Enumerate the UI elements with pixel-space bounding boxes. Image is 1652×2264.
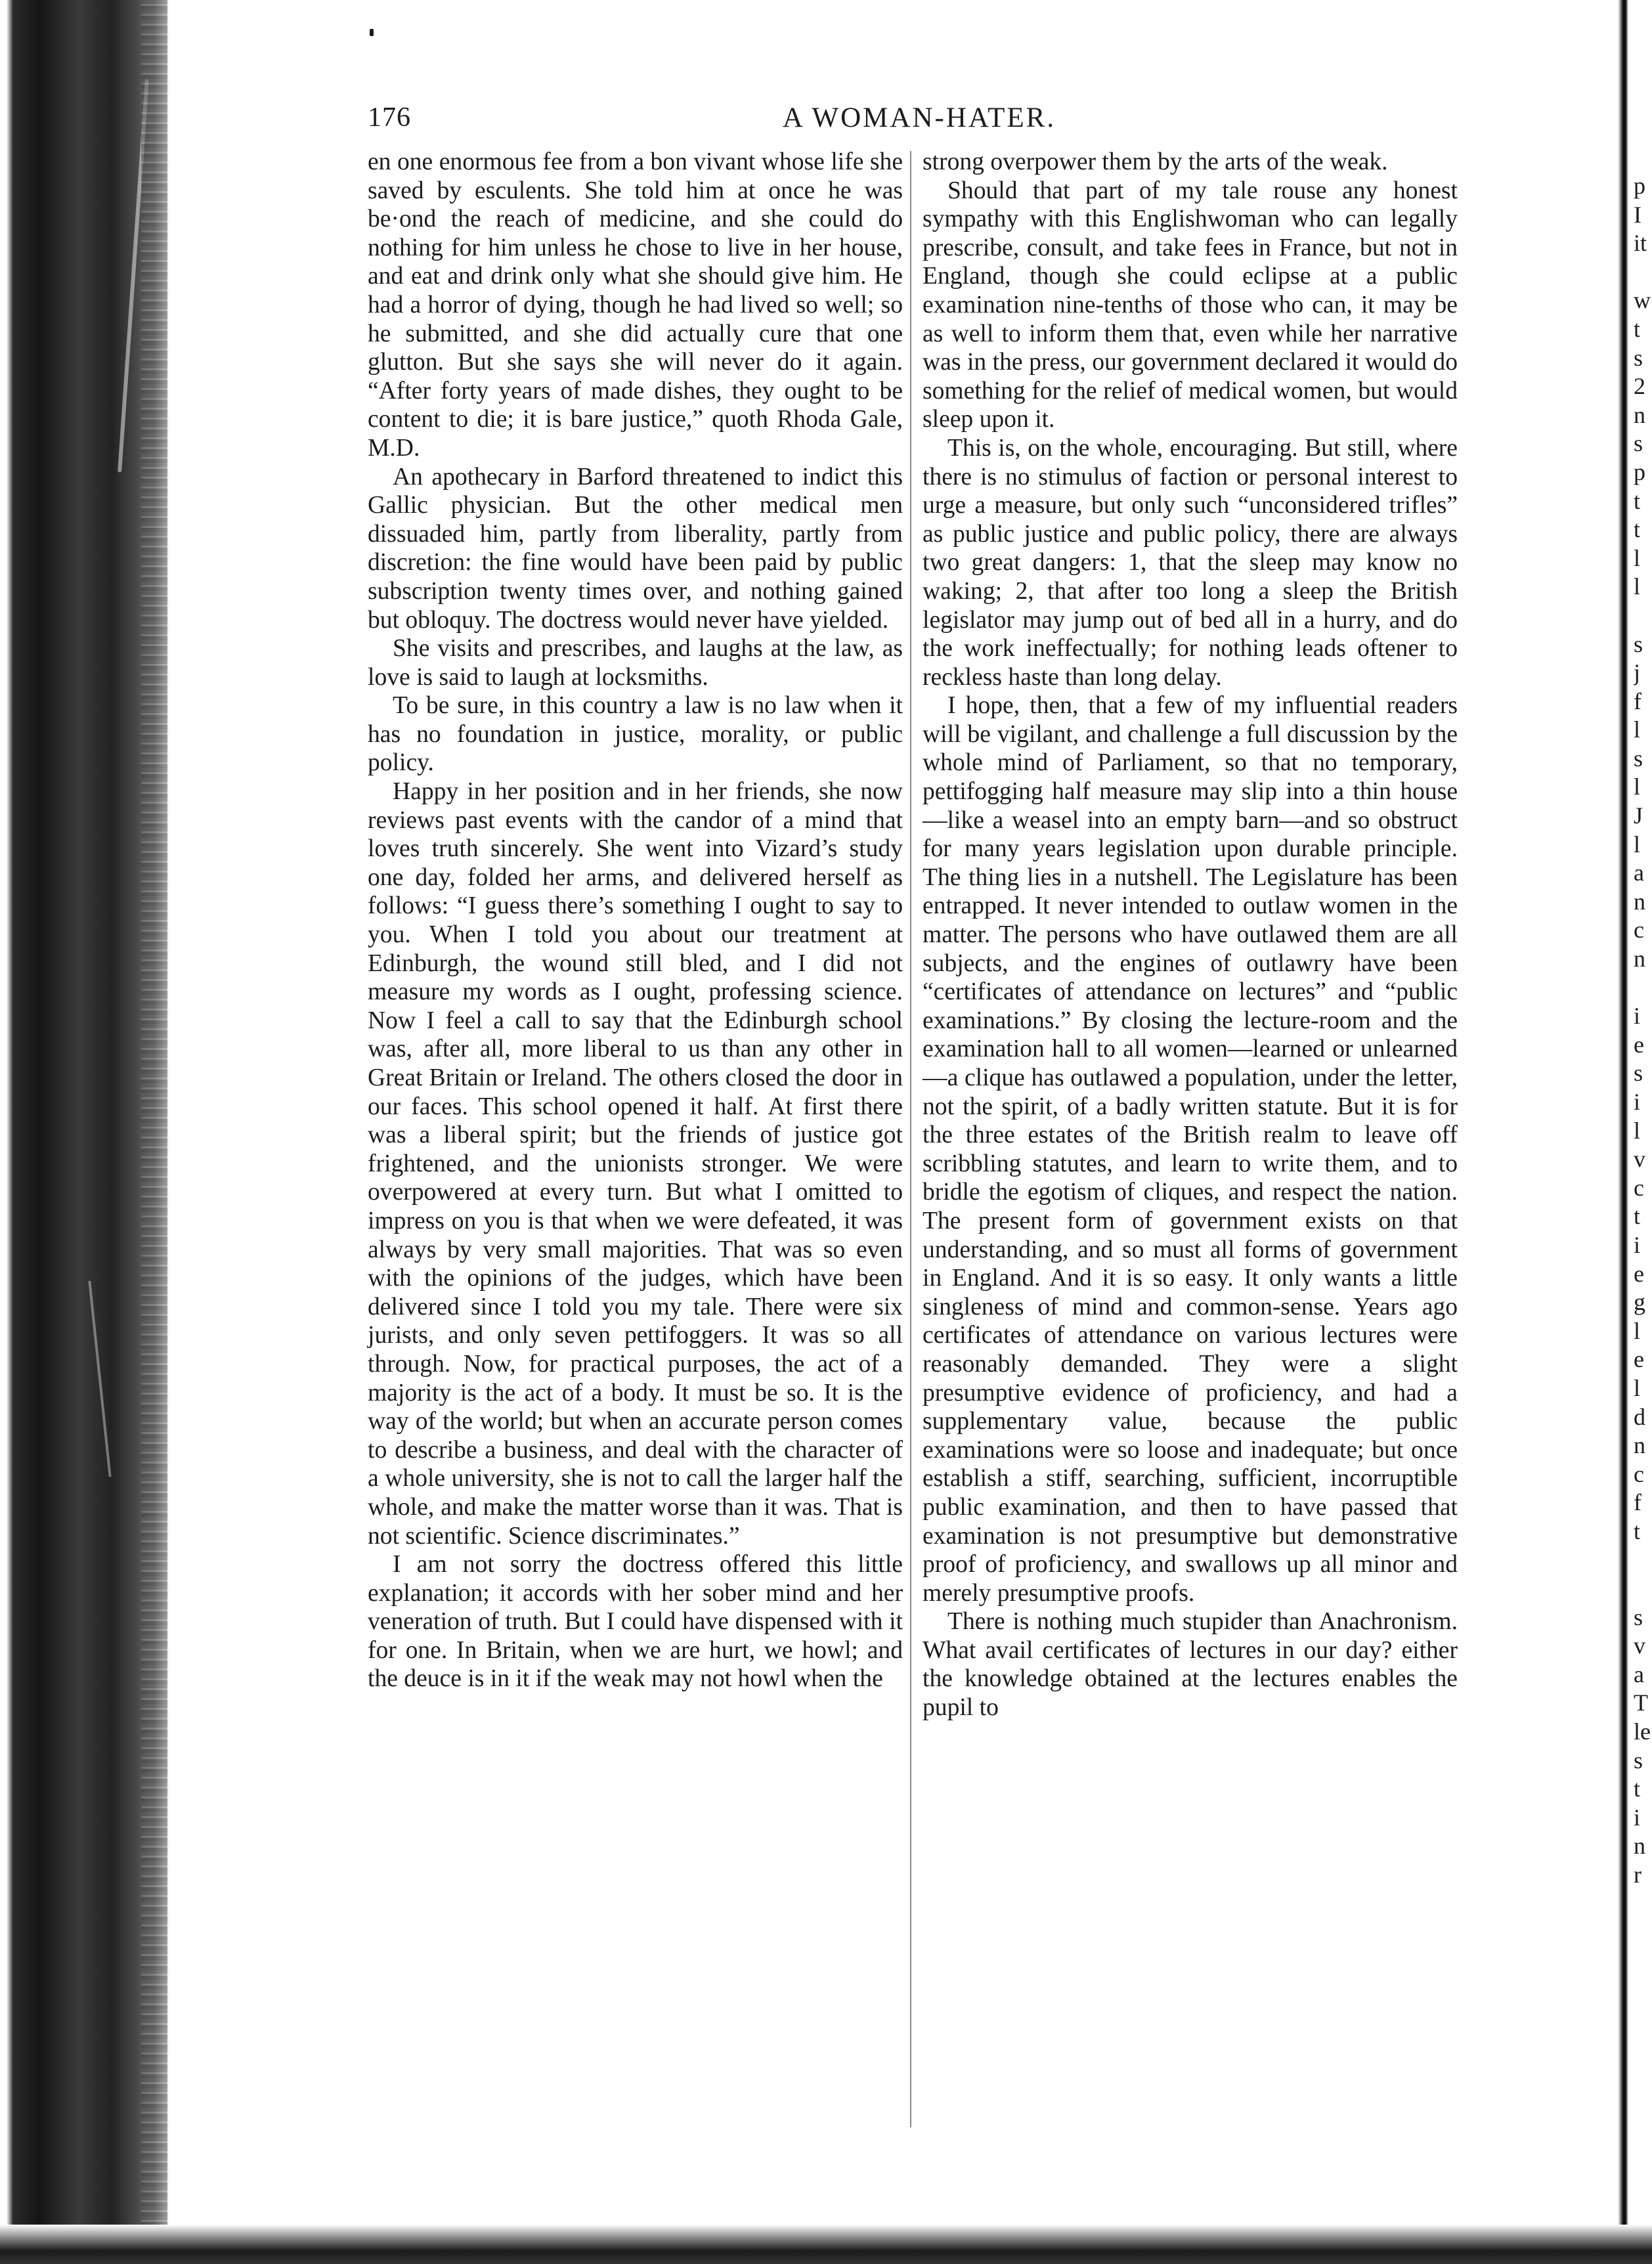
- page-header: [368, 102, 1471, 148]
- edge-letter: 2: [1634, 373, 1645, 400]
- edge-letter: c: [1634, 1460, 1644, 1487]
- paragraph: This is, on the whole, encouraging. But still, where there is no stimulus of faction or personal interest to urge a measure, but only such “unconsidered trifles” as public justice and public policy, there are always two great dangers: 1, that the sleep may know no waking; 2, that after too long a sleep the British legislator may jump out of bed all in a hurry, and do the work ineffectually; for nothing leads oftener to reckless haste than long delay.: [923, 434, 1458, 691]
- edge-letter: a: [1634, 1661, 1644, 1687]
- edge-letter: f: [1634, 687, 1641, 714]
- edge-letter: [1634, 1546, 1651, 1575]
- edge-letter: it: [1634, 230, 1647, 257]
- edge-letter: l: [1634, 1374, 1641, 1401]
- edge-letter: l: [1634, 1317, 1641, 1344]
- edge-letter: l: [1634, 773, 1641, 800]
- edge-letter: d: [1634, 1403, 1645, 1430]
- edge-letter: g: [1634, 1289, 1645, 1316]
- paragraph: I am not sorry the doctress offered this little explanation; it accords with her sober mind and her veneration of truth. But I could have dispensed with it for one. In Britain, when we are hurt, we howl; and the deuce is in it if the weak may not howl when the: [368, 1551, 903, 1693]
- paragraph: She visits and prescribes, and laughs at the law, as love is said to laugh at locksmiths.: [368, 635, 903, 691]
- edge-letter: l: [1634, 544, 1641, 571]
- edge-letter: i: [1634, 1003, 1641, 1030]
- text-column-left: [368, 148, 903, 2164]
- edge-letter: l: [1634, 573, 1641, 600]
- spine-scratch: [88, 1281, 111, 1477]
- edge-letter: s: [1634, 1603, 1643, 1630]
- paragraph: To be sure, in this country a law is no law when it has no foundation in justice, morality, or public policy.: [368, 692, 903, 777]
- edge-letter: l: [1634, 716, 1641, 743]
- edge-letter: n: [1634, 1432, 1645, 1459]
- edge-letter: v: [1634, 1146, 1645, 1173]
- edge-letter: T: [1634, 1689, 1648, 1716]
- next-page-edge-text: [1634, 172, 1651, 1890]
- paragraph: strong overpower them by the arts of the weak.: [923, 148, 1388, 175]
- edge-letter: s: [1634, 1060, 1643, 1087]
- edge-letter: i: [1634, 1804, 1641, 1831]
- edge-letter: j: [1634, 659, 1641, 686]
- edge-letter: [1634, 258, 1651, 287]
- edge-letter: t: [1634, 1517, 1641, 1544]
- paragraph: There is nothing much stupider than Anachronism. What avail certificates of lectures in our day? either the knowledge obtained at the lectures enables the pupil to: [923, 1608, 1458, 1722]
- edge-letter: e: [1634, 1031, 1644, 1058]
- edge-letter: e: [1634, 1260, 1644, 1287]
- edge-letter: [1634, 601, 1651, 630]
- edge-letter: n: [1634, 401, 1645, 428]
- edge-letter: n: [1634, 946, 1645, 972]
- book-spine-shadow: [0, 0, 169, 2264]
- edge-letter: I: [1634, 201, 1641, 228]
- edge-letter: p: [1634, 458, 1645, 485]
- edge-letter: i: [1634, 1089, 1641, 1115]
- running-title: A WOMAN-HATER.: [782, 102, 1056, 133]
- edge-letter: t: [1634, 487, 1641, 514]
- edge-letter: J: [1634, 802, 1643, 829]
- edge-letter: r: [1634, 1861, 1641, 1888]
- paragraph: Should that part of my tale rouse any honest sympathy with this Englishwoman who can legally prescribe, consult, and take fees in France, but not in England, though she could eclipse at a public examination nine-tenths of those who can, it may be as well to inform them that, even while her narrative was in the press, our government declared it would do something for the relief of medical women, but would sleep upon it.: [923, 177, 1458, 433]
- edge-letter: n: [1634, 888, 1645, 915]
- edge-letter: n: [1634, 1833, 1645, 1860]
- spine-texture: [141, 0, 167, 2264]
- text-column-right: [923, 148, 1458, 2164]
- page-gutter-edge: [1521, 0, 1652, 2264]
- edge-letter: c: [1634, 1174, 1644, 1201]
- edge-letter: c: [1634, 917, 1644, 944]
- ink-speck: [370, 29, 374, 36]
- paragraph: An apothecary in Barford threatened to indict this Gallic physician. But the other medical men dissuaded him, partly from liberality, partly from discretion: the fine would have been paid by public subscription twenty times over, and nothing gained but obloquy. The doctress would never have yielded.: [368, 463, 903, 634]
- edge-letter: t: [1634, 315, 1641, 342]
- edge-letter: l: [1634, 1117, 1641, 1144]
- edge-letter: w: [1634, 287, 1651, 314]
- edge-letter: s: [1634, 630, 1643, 657]
- edge-letter: t: [1634, 1775, 1641, 1802]
- edge-letter: p: [1634, 173, 1645, 199]
- paragraph: en one enormous fee from a bon vivant whose life she saved by esculents. She told him at once he was be·ond the reach of medicine, and she could do nothing for him unless he chose to live in her house, and eat and drink only what she should give him. He had a horror of dying, though he had lived so well; so he submitted, and she did actually cure that one glutton. But she says she will never do it again. “After forty years of made dishes, they ought to be content to die; it is bare justice,” quoth Rhoda Gale, M.D.: [368, 148, 903, 462]
- paragraph: Happy in her position and in her friends, she now reviews past events with the candor of a mind that loves truth sincerely. She went into Vizard’s study one day, folded her arms, and delivered herself as follows: “I guess there’s something I ought to say to you. When I told you about our treatment at Edinburgh, the wound still bled, and I did not measure my words as I ought, professing science. Now I feel a call to say that the Edinburgh school was, after all, more liberal to us than any other in Great Britain or Ireland. The others closed the door in our faces. This school opened it half. At first there was a liberal spirit; but the friends of justice got frightened, and the unionists stronger. We were overpowered at every turn. But what I omitted to impress on you is that when we were defeated, it was always by very small majorities. That was so even with the opinions of the judges, which have been delivered since I told you my tale. There were six jurists, and only seven pettifoggers. It was so all through. Now, for practical purposes, the act of a majority is the act of a body. It must be so. It is the way of the world; but when an accurate person comes to describe a business, and deal with the character of a whole university, she is not to call the larger half the whole, and make the matter worse than it was. That is not scientific. Science discriminates.”: [368, 778, 903, 1550]
- edge-letter: [1634, 1575, 1651, 1603]
- page-number: 176: [368, 102, 411, 133]
- edge-letter: le: [1634, 1718, 1651, 1745]
- edge-letter: i: [1634, 1231, 1641, 1258]
- scan-bottom-shadow: [0, 2225, 1652, 2264]
- edge-letter: t: [1634, 1203, 1641, 1230]
- paragraph: I hope, then, that a few of my influential readers will be vigilant, and challenge a full discussion by the whole mind of Parliament, so that no temporary, pettifogging half measure may slip into a thin house—like a weasel into an empty barn—and so obstruct for many years legislation upon durable principle. The thing lies in a nutshell. The Legislature has been entrapped. It never intended to outlaw women in the matter. The persons who have outlawed them are all subjects, and the engines of outlawry have been “certificates of attendance on lectures” and “public examinations.” By closing the lecture-room and the examination hall to all women—learned or unlearned—a clique has outlawed a population, under the letter, not the spirit, of a badly written statute. But it is for the three estates of the British realm to leave off scribbling statutes, and learn to write them, and to bridle the egotism of cliques, and respect the nation. The present form of government exists on that understanding, and so must all forms of government in England. And it is so easy. It only wants a little singleness of mind and common-sense. Years ago certificates of attendance on various lectures were reasonably demanded. They were a slight presumptive evidence of proficiency, and had a supplementary value, because the public examinations were so loose and inadequate; but once establish a stiff, searching, sufficient, incorruptible public examination, and then to have passed that examination is not presumptive but demonstrative proof of proficiency, and swallows up all minor and merely presumptive proofs.: [923, 692, 1458, 1607]
- edge-letter: f: [1634, 1489, 1641, 1516]
- edge-letter: t: [1634, 516, 1641, 543]
- edge-letter: e: [1634, 1346, 1644, 1373]
- edge-letter: s: [1634, 745, 1643, 772]
- edge-letter: s: [1634, 344, 1643, 371]
- edge-letter: s: [1634, 1747, 1643, 1774]
- edge-letter: [1634, 974, 1651, 1003]
- column-divider: [910, 151, 911, 2127]
- edge-letter: s: [1634, 430, 1643, 457]
- edge-letter: a: [1634, 860, 1644, 886]
- edge-letter: v: [1634, 1632, 1645, 1659]
- edge-letter: l: [1634, 831, 1641, 858]
